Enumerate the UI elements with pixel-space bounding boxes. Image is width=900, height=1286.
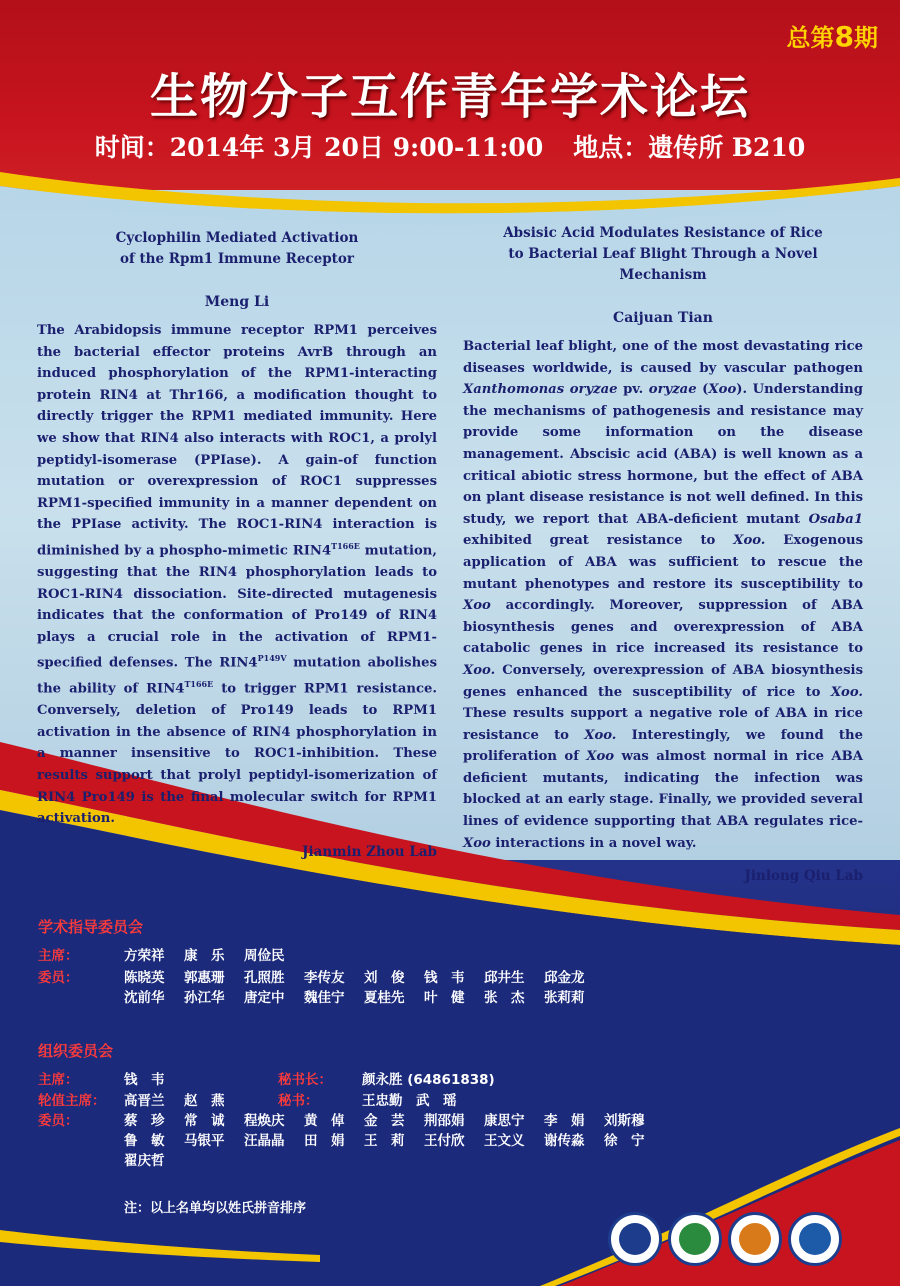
talk-abstract: The Arabidopsis immune receptor RPM1 perceives the bacterial effector proteins AvrB through an induced phosphorylation of the RPM1-interacting protein RIN4 at Thr166, a modification thought to directly trigger the RPM1 mediated immunity. Here we show that RIN4 also interacts with ROC1, a prolyl peptidyl-isomerase (PPIase). A gain-of function mutation or overexpression of ROC1 suppresses RPM1-specified immunity in a manner dependent on the PPIase activity. The ROC1-RIN4 interaction is diminished by a phospho-mimetic $RIN4^{T166E}$ mutation, suggesting that the RIN4 phosphorylation leads to ROC1-RIN4 dissociation. Site-directed mutagenesis indicates that the conformation of Pro149 of RIN4 plays a crucial role in the activation of RPM1-specified defenses. The $RIN4^{P149V}$ mutation abolishes the ability of $RIN4^{T166E}$ to trigger RPM1 resistance. Conversely, deletion of Pro149 leads to RPM1 activation in the absence of RIN4 phosphorylation in a manner insensitive to ROC1-inhibition. These results support that prolyl peptidyl-isomerization of RIN4 Pro149 is the final molecular switch for RPM1 activation.: [37, 323, 437, 827]
institute-logo-2-icon: [668, 1212, 722, 1266]
talk-abstract: Bacterial leaf blight, one of the most devastating rice diseases worldwide, is caused by vascular pathogen Xanthomonas oryzae pv. oryzae (Xoo). Understanding the mechanisms of pathogenesis and resistance may provide some information on the disease management. Abscisic acid (ABA) is well known as a critical abiotic stress hormone, but the effect of ABA on plant disease resistance is not well defined. In this study, we report that ABA-deficient mutant Osaba1 exhibited great resistance to Xoo. Exogenous application of ABA was sufficient to rescue the mutant phenotypes and restore its susceptibility to Xoo accordingly. Moreover, suppression of ABA biosynthesis genes and overexpression of ABA catabolic genes in rice increased its resistance to Xoo. Conversely, overexpression of ABA biosynthesis genes enhanced the susceptibility of rice to Xoo. These results support a negative role of ABA in rice resistance to Xoo. Interestingly, we found the proliferation of Xoo was almost normal in rice ABA deficient mutants, indicating the infection was blocked at an early stage. Finally, we provided several lines of evidence supporting that ABA regulates rice-Xoo interactions in a novel way.: [463, 339, 863, 851]
institute-logo-3-icon: [728, 1212, 782, 1266]
talk-title: Cyclophilin Mediated Activation of the Rpm1 Immune Receptor: [115, 230, 359, 267]
member-names: 陈晓英 郭惠珊 孔照胜 李传友 刘 俊 钱 韦 邱井生 邱金龙: [124, 970, 585, 986]
talk-title: Absisic Acid Modulates Resistance of Rice to Bacterial Leaf Blight Through a Novel Mechanism: [503, 225, 823, 283]
event-time: 时间：2014年 3月 20日 9:00-11:00: [94, 133, 544, 162]
rotating-chair-names: 高晋兰 赵 燕: [124, 1093, 225, 1109]
member-names: 翟庆哲: [124, 1153, 165, 1169]
organizing-committee-heading: 组织委员会: [38, 1042, 114, 1060]
academic-committee-heading: 学术指导委员会: [38, 918, 144, 936]
member-names: 蔡 珍 常 诚 程焕庆 黄 倬 金 芸 荆邵娟 康思宁 李 娟 刘斯穆: [124, 1113, 645, 1129]
issue-number: 总第8期: [786, 20, 878, 53]
forum-title: 生物分子互作青年学术论坛: [149, 69, 750, 125]
lab-name: Jinlong Qiu Lab: [744, 868, 863, 885]
speaker-name: Meng Li: [204, 294, 270, 310]
event-info: [0, 128, 900, 164]
sorting-note: 注：以上名单均以姓氏拼音排序: [124, 1201, 307, 1216]
institute-logos: [608, 1212, 848, 1274]
chair-names: 方荣祥 康 乐 周俭民: [124, 948, 285, 964]
talk-left: [37, 228, 437, 860]
talk-right: [463, 223, 863, 884]
institute-logo-4-icon: [788, 1212, 842, 1266]
speaker-name: Caijuan Tian: [613, 310, 713, 326]
event-location: 地点：遗传所 B210: [573, 133, 806, 162]
lab-name: Jianmin Zhou Lab: [302, 843, 437, 860]
member-names: 沈前华 孙江华 唐定中 魏佳宁 夏桂先 叶 健 张 杰 张莉莉: [124, 990, 585, 1006]
institute-logo-1-icon: [608, 1212, 662, 1266]
member-names: 鲁 敏 马银平 汪晶晶 田 娟 王 莉 王付欣 王文义 谢传淼 徐 宁: [124, 1133, 645, 1149]
